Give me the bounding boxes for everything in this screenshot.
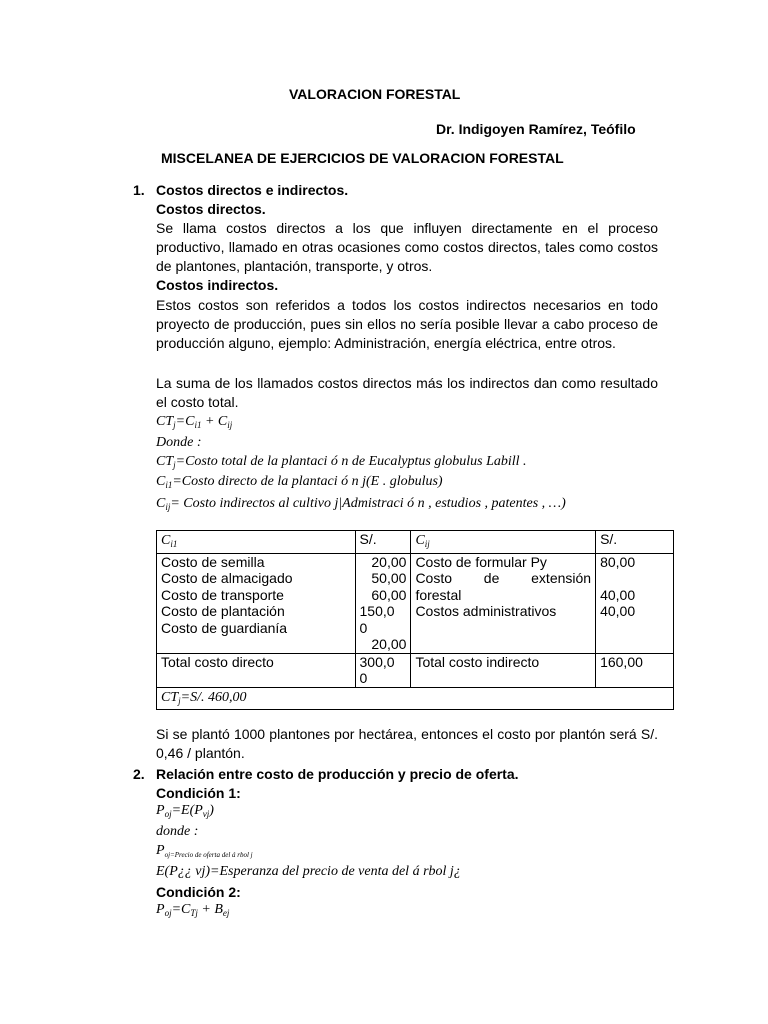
total-direct-value-cell [355, 653, 411, 687]
list-item: Costo de extensión [415, 570, 592, 586]
condition-1-heading: Condición 1: [156, 785, 241, 801]
value: 40,00 [600, 603, 636, 619]
value: 20,00 [371, 553, 407, 570]
author-line: Dr. Indigoyen Ramírez, Teófilo [436, 121, 636, 137]
formula-expected-price: E(P¿¿ vj)=Esperanza del precio de venta del á rbol j¿ [156, 864, 461, 879]
list-item: forestal [415, 586, 462, 603]
value: 150,0 [359, 603, 395, 619]
list-item: Costo de transporte [161, 586, 284, 603]
section-1-number: 1. [133, 182, 145, 198]
indirect-items-cell [411, 553, 596, 653]
indirect-values-cell [596, 553, 674, 653]
value: 0 [359, 670, 368, 686]
cost-table [156, 530, 674, 710]
formula-donde: Donde : [156, 435, 202, 450]
direct-values-cell [355, 553, 411, 653]
formula-definition-cij: $C_{ij}=$ Costo indirectos al cultivo j|Admistraci ó n , estudios , patentes , …) [156, 496, 566, 512]
value: 80,00 [600, 553, 636, 570]
list-item: Costo de formular Py [415, 553, 547, 570]
list-item: Costo de guardianía [161, 619, 288, 636]
paragraph-indirect-costs: Estos costos son referidos a todos los costos indirectos necesarios en todo proyecto de producción, pues sin ellos no sería posible llevar a cabo proceso de producción alguno, ejemplo: Administración, energía eléctrica, entre otros. [156, 297, 658, 351]
table-header-row [157, 531, 674, 554]
value: 60,00 [371, 586, 407, 603]
section-1-heading: Costos directos e indirectos. [156, 182, 349, 198]
paragraph-total-cost: La suma de los llamados costos directos más los indirectos dan como resultado el costo total. [156, 375, 658, 410]
paragraph-cost-per-seedling: Si se plantó 1000 plantones por hectárea, entonces el costo por plantón será S/. 0,46 / plantón. [156, 726, 658, 761]
section-2-heading: Relación entre costo de producción y precio de oferta. [156, 766, 519, 782]
value: 40,00 [600, 586, 636, 603]
subheading-indirect-costs: Costos indirectos. [156, 277, 279, 293]
direct-items-cell [157, 553, 356, 653]
section-2-number: 2. [133, 766, 145, 782]
header-unit-direct: S/. [355, 531, 411, 554]
list-item: Costos administrativos [415, 603, 557, 619]
list-item: Costo de almacigado [161, 570, 293, 586]
header-ci1: $C_{i1}$ [161, 533, 178, 549]
condition-2-heading: Condición 2: [156, 884, 241, 900]
formula-donde-2: donde : [156, 824, 199, 839]
formula-definition-ct: $CT_j=Costo$ total de la plantaci ó n de Eucalyptus globulus Labill . [156, 454, 527, 470]
table-row-totals [157, 653, 674, 687]
formula-definition-ci1: $C_{i1}=Costo$ directo de la plantaci ó n j(E . globulus) [156, 474, 443, 490]
value: 50,00 [371, 570, 407, 586]
header-unit-indirect: S/. [596, 531, 674, 554]
total-indirect-value: 160,00 [596, 653, 674, 687]
total-direct-label: Total costo directo [157, 653, 356, 687]
formula-total-cost: $CT_j=C_{i1} + C_{ij}$ [156, 414, 233, 430]
list-item: Costo de plantación [161, 603, 285, 619]
paragraph-direct-costs: Se llama costos directos a los que influyen directamente en el proceso productivo, llamado en otras ocasiones como costos directos, tales como costos de plantones, plantación, transporte, y otros. [156, 220, 658, 274]
list-item: Costo de semilla [161, 553, 265, 570]
value: 20,00 [371, 636, 407, 652]
value: 300,0 [359, 653, 395, 670]
value [600, 570, 669, 587]
value: 0 [359, 619, 368, 636]
formula-offer-price: $P_{oj}=E(P_{vj})$ [156, 803, 214, 819]
table-row-grand-total [157, 687, 674, 710]
subheading-direct-costs: Costos directos. [156, 201, 266, 217]
total-indirect-label: Total costo indirecto [411, 653, 596, 687]
formula-condition-2: $P_{oj}=C_{Tj} + B_{ej}$ [156, 902, 230, 918]
document-title: VALORACION FORESTAL [289, 86, 461, 102]
header-cij: $C_{ij}$ [415, 533, 430, 549]
grand-total-formula: $CT_j=S/$. 460,00 [161, 689, 247, 706]
formula-offer-price-definition: $P_{oj=Precio de oferta del á rbol j}$ [156, 843, 253, 859]
document-subtitle: MISCELANEA DE EJERCICIOS DE VALORACION FORESTAL [161, 150, 564, 166]
table-row [157, 553, 674, 653]
